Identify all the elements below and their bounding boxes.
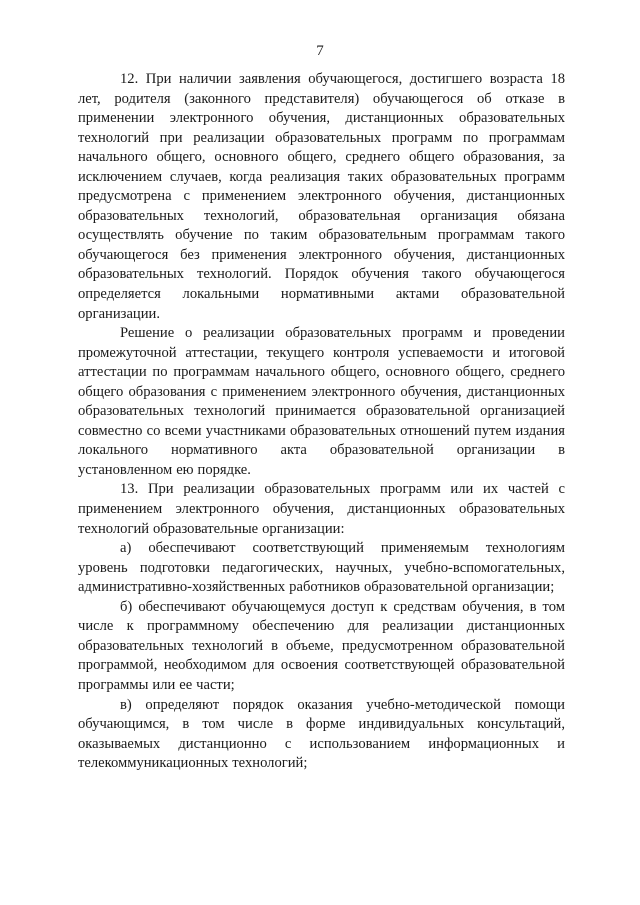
list-item-b: б) обеспечивают обучающемуся доступ к средствам обучения, в том числе к программному обеспечению для реализации дистанционных образовательных технологий в объеме, предусмотренном образовательной программой, необходимом для освоения соответствующей образовательной программы или ее части; <box>78 598 565 693</box>
paragraph-12: 12. При наличии заявления обучающегося, достигшего возраста 18 лет, родителя (законного представителя) обучающегося об отказе в применении электронного обучения, дистанционных образовательных технологий при реализации образовательных программ по программам начального общего, основного общего, среднего общего образования, за исключением случаев, когда реализация таких образовательных программ предусмотрена с применением электронного обучения, дистанционных образовательных технологий, образовательная организация обязана осуществлять обучение по таким образовательным программам такого обучающегося без применения электронного обучения, дистанционных образовательных технологий. Порядок обучения такого обучающегося определяется локальными нормативными актами образовательной организации. <box>78 71 565 322</box>
list-item-a: а) обеспечивают соответствующий применяемым технологиям уровень подготовки педагогических, научных, учебно-вспомогательных, административно-хозяйственных работников образовательной организации; <box>78 540 565 596</box>
list-item-c: в) определяют порядок оказания учебно-методической помощи обучающимся, в том числе в форме индивидуальных консультаций, оказываемых дистанционно с использованием информационных и телекоммуникационных технологий; <box>78 696 565 772</box>
paragraph-13: 13. При реализации образовательных программ или их частей с применением электронного обучения, дистанционных образовательных технологий образовательные организации: <box>78 481 565 537</box>
paragraph-decision: Решение о реализации образовательных программ и проведении промежуточной аттестации, текущего контроля успеваемости и итоговой аттестации по программам начального общего, основного общего, среднего общего образования с применением электронного обучения, дистанционных образовательных технологий принимается образовательной организацией совместно со всеми участниками образовательных отношений путем издания локального нормативного акта образовательной организации в установленном ею порядке. <box>78 325 565 478</box>
document-body <box>78 70 565 774</box>
page-number: 7 <box>316 43 324 59</box>
